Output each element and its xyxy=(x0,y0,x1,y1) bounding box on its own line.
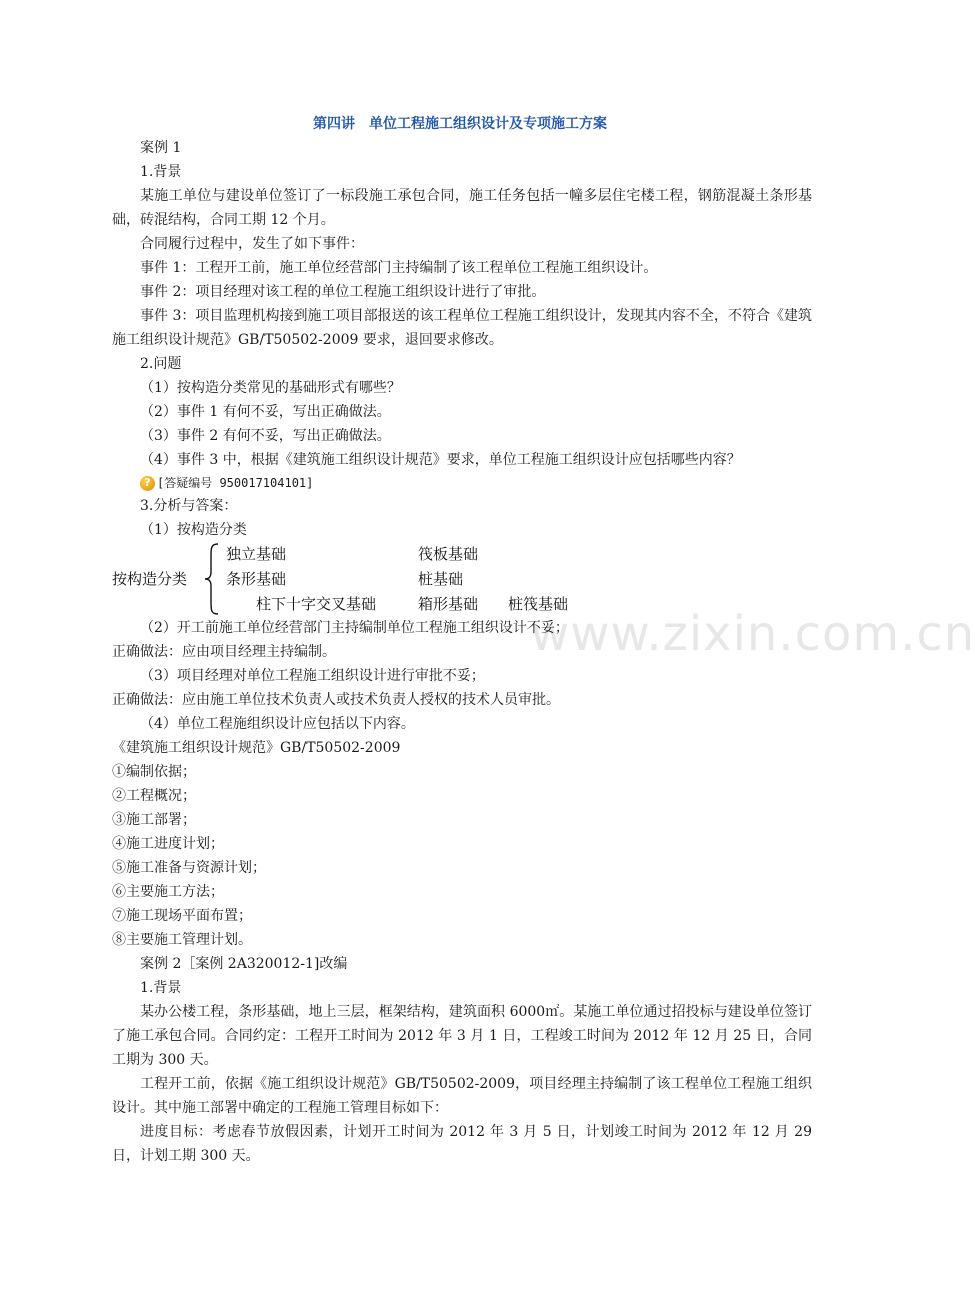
answer-3: （3）项目经理对单位工程施工组织设计进行审批不妥； xyxy=(140,668,485,684)
list-item: ⑤施工准备与资源计划； xyxy=(112,860,266,876)
answer-1: （1）按构造分类 xyxy=(140,522,247,538)
question-mark-icon: ? xyxy=(140,476,155,491)
foundation-classification-diagram xyxy=(112,542,812,616)
answer-2: （2）开工前施工单位经营部门主持编制单位工程施工组织设计不妥； xyxy=(140,620,569,636)
list-item: ⑥主要施工方法； xyxy=(112,884,224,900)
background-paragraph: 某办公楼工程，条形基础，地上三层，框架结构，建筑面积 6000㎡。某施工单位通过招投标与建设单位签订了施工承包合同。合同约定：工程开工时间为 2012 年 3 月 1 日，工程竣工时间为 2012 年 12 月 25 日，合同工期为 300 天。 xyxy=(112,1004,812,1068)
document-body xyxy=(112,136,812,1168)
watermark: www.zixin.com.cn xyxy=(530,606,975,662)
answer-4: （4）单位工程施组织设计应包括以下内容。 xyxy=(140,716,415,732)
diagram-root-label: 按构造分类 xyxy=(112,570,188,588)
list-item: ⑧主要施工管理计划。 xyxy=(112,932,252,948)
list-item: ①编制依据； xyxy=(112,764,196,780)
diagram-item: 独立基础 xyxy=(226,545,287,563)
question-4: （4）事件 3 中，根据《建筑施工组织设计规范》要求，单位工程施工组织设计应包括哪些内容？ xyxy=(140,452,741,468)
event-3: 事件 3：项目监理机构接到施工项目部报送的该工程单位工程施工组织设计，发现其内容不全，不符合《建筑施工组织设计规范》GB/T50502-2009 要求，退回要求修改。 xyxy=(112,308,812,348)
case1-heading: 案例 1 xyxy=(140,140,182,156)
list-item: ②工程概况； xyxy=(112,788,196,804)
question-1: （1）按构造分类常见的基础形式有哪些？ xyxy=(140,380,401,396)
answer-2-fix: 正确做法：应由项目经理主持编制。 xyxy=(112,644,336,660)
diagram-item: 柱下十字交叉基础 xyxy=(256,595,377,613)
event-1: 事件 1：工程开工前，施工单位经营部门主持编制了该工程单位工程施工组织设计。 xyxy=(140,260,658,276)
diagram-item: 桩筏基础 xyxy=(508,595,569,613)
question-2: （2）事件 1 有何不妥，写出正确做法。 xyxy=(140,404,391,420)
list-item: ③施工部署； xyxy=(112,812,196,828)
background-paragraph: 某施工单位与建设单位签订了一标段施工承包合同，施工任务包括一幢多层住宅楼工程，钢筋混凝土条形基础，砖混结构，合同工期 12 个月。 xyxy=(112,188,812,228)
list-item: ⑦施工现场平面布置； xyxy=(112,908,252,924)
background-paragraph: 合同履行过程中，发生了如下事件： xyxy=(140,236,364,252)
diagram-item: 箱形基础 xyxy=(418,595,479,613)
background-heading: 1.背景 xyxy=(140,164,182,180)
event-2: 事件 2：项目经理对该工程的单位工程施工组织设计进行了审批。 xyxy=(140,284,546,300)
questions-heading: 2.问题 xyxy=(140,356,182,372)
qa-reference-link[interactable] xyxy=(112,472,812,494)
question-3: （3）事件 2 有何不妥，写出正确做法。 xyxy=(140,428,391,444)
page-title: 第四讲 单位工程施工组织设计及专项施工方案 xyxy=(313,116,607,132)
diagram-item: 桩基础 xyxy=(418,570,464,588)
curly-brace-icon xyxy=(204,542,220,616)
answer-3-fix: 正确做法：应由施工单位技术负责人或技术负责人授权的技术人员审批。 xyxy=(112,692,560,708)
list-item: ④施工进度计划； xyxy=(112,836,224,852)
background-heading: 1.背景 xyxy=(140,980,182,996)
diagram-item: 筏板基础 xyxy=(418,545,479,563)
case2-heading: 案例 2［案例 2A320012-1]改编 xyxy=(140,956,348,972)
background-paragraph: 工程开工前，依据《施工组织设计规范》GB/T50502-2009，项目经理主持编制了该工程单位工程施工组织设计。其中施工部署中确定的工程施工管理目标如下： xyxy=(112,1076,812,1116)
answers-heading: 3.分析与答案： xyxy=(140,498,238,514)
qa-reference-text: [答疑编号 950017104101] xyxy=(157,476,314,490)
answer-4-standard: 《建筑施工组织设计规范》GB/T50502-2009 xyxy=(112,740,401,756)
progress-target-paragraph: 进度目标：考虑春节放假因素，计划开工时间为 2012 年 3 月 5 日，计划竣工时间为 2012 年 12 月 29 日，计划工期 300 天。 xyxy=(112,1124,812,1164)
diagram-item: 条形基础 xyxy=(226,570,287,588)
